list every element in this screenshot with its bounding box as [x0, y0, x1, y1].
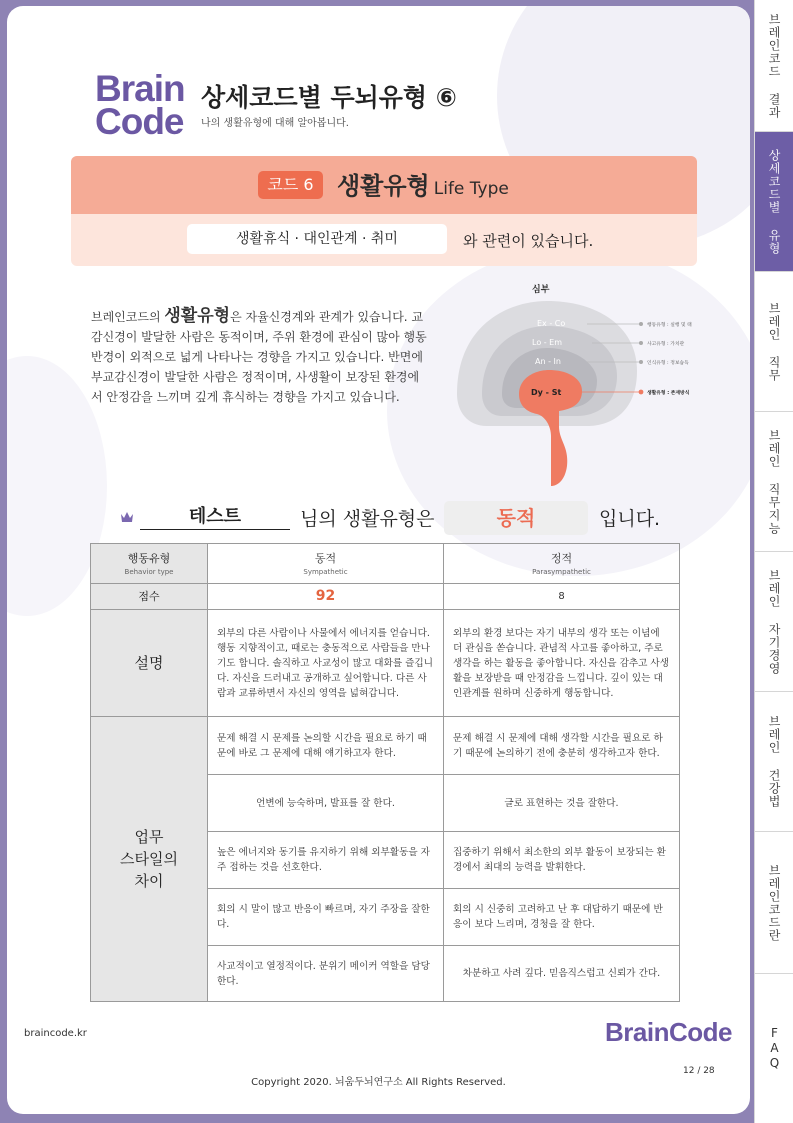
- description-paragraph: [91, 306, 429, 407]
- work-style-sympathetic: 문제 해결 시 문제를 논의할 시간을 필요로 하기 때문에 바로 그 문제에 대해 얘기하고자 한다.: [208, 717, 444, 775]
- tab-braincode-result[interactable]: 브레인코드 결과: [755, 0, 793, 132]
- comparison-table: [90, 543, 680, 1002]
- code-tag-badge: 코드 6: [258, 171, 323, 199]
- crown-icon: [120, 510, 134, 524]
- tab-detail-code-type[interactable]: 상세코드별 유형: [755, 132, 793, 272]
- work-style-parasympathetic: 문제 해결 시 문제에 대해 생각할 시간을 필요로 하기 때문에 논의하기 전에 충분히 생각하고자 한다.: [444, 717, 680, 775]
- result-type-pill: 동적: [444, 501, 588, 535]
- result-end-text: 입니다.: [599, 508, 661, 530]
- description-prefix: 브레인코드의: [91, 310, 165, 324]
- header-cell-sympathetic: 동적 Sympathetic: [208, 544, 444, 584]
- tab-brain-health[interactable]: 브레인 건강법: [755, 692, 793, 832]
- legend-item-1: 행동유형 : 실행 및 태: [647, 323, 692, 328]
- code-box-header: [71, 156, 697, 214]
- work-style-parasympathetic: 차분하고 사려 깊다. 믿음직스럽고 신뢰가 간다.: [444, 946, 680, 1002]
- work-style-sympathetic: 높은 에너지와 동기를 유지하기 위해 외부활동을 자주 접하는 것을 선호한다.: [208, 832, 444, 889]
- work-style-sympathetic: 회의 시 말이 많고 반응이 빠르며, 자기 주장을 잘한다.: [208, 889, 444, 946]
- layer-label-2: Lo - Em: [532, 338, 563, 347]
- description-row: [91, 610, 680, 717]
- work-style-sympathetic: 언변에 능숙하며, 발표를 잘 한다.: [208, 775, 444, 832]
- work-style-parasympathetic: 회의 시 신중히 고려하고 난 후 대답하기 때문에 반응이 보다 느리며, 경청을 잘 한다.: [444, 889, 680, 946]
- table-header-row: [91, 544, 680, 584]
- footer-copyright: Copyright 2020. 뇌움두뇌연구소 All Rights Reserved.: [251, 1077, 506, 1088]
- description-text: 은 자율신경계와 관계가 있습니다. 교감신경이 발달한 사람은 동적이며, 주위 환경에 관심이 많아 행동반경이 외적으로 넓게 나타나는 경향을 가지고 있습니다. 반면에 부교감신경이 발달한 사람은 정적이며, 사생활이 보장된 환경에서 안정감을 느끼며 깊게 휴식하는 경향을 가지고 있습니다.: [91, 310, 427, 404]
- header-cell-parasympathetic: 정적 Parasympathetic: [444, 544, 680, 584]
- score-label: 점수: [91, 584, 208, 610]
- description-parasympathetic: 외부의 환경 보다는 자기 내부의 생각 또는 이념에 더 관심을 쏟습니다. 관념적 사고를 좋아하고, 주로 생각을 하는 활동을 좋아합니다. 자신을 감추고 사생활을 보장받을 때 안정감을 느낍니다. 깊이 있는 대인관계를 원하며 신중하게 행동합니다.: [444, 610, 680, 717]
- page-title: 상세코드별 두뇌유형 ⑥: [201, 83, 457, 112]
- footer-logo: BrainCode: [605, 1017, 732, 1047]
- table-row: [91, 717, 680, 775]
- logo-line1: Brain: [95, 68, 185, 109]
- side-navigation: [754, 0, 793, 1123]
- logo-line2: Code: [95, 101, 184, 142]
- score-parasympathetic: 8: [444, 584, 680, 610]
- layer-label-1: Ex - Co: [537, 319, 566, 328]
- footer-website: braincode.kr: [24, 1028, 87, 1039]
- keywords-pill: 생활휴식 · 대인관계 · 취미: [187, 224, 447, 254]
- legend-item-3: 인식유형 : 정보습득: [647, 361, 689, 366]
- legend-item-2: 사고유형 : 가치관: [647, 342, 685, 347]
- work-style-label: 업무 스타일의 차이: [91, 717, 208, 1002]
- code-type-name-en: Life Type: [433, 179, 509, 199]
- description-lead: 생활유형: [164, 306, 231, 326]
- document-page: [7, 6, 750, 1114]
- score-sympathetic: 92: [208, 584, 444, 610]
- page-number: 12 / 28: [683, 1066, 715, 1076]
- code-type-name-ko: 생활유형: [337, 172, 430, 200]
- page-subtitle: 나의 생활유형에 대해 알아봅니다.: [201, 118, 349, 129]
- braincode-logo: [95, 68, 185, 142]
- description-label: 설명: [91, 610, 208, 717]
- keywords-suffix: 와 관련이 있습니다.: [463, 232, 594, 250]
- tab-faq[interactable]: FAQ: [767, 1026, 782, 1071]
- tab-brain-job[interactable]: 브레인 직무: [755, 272, 793, 412]
- description-sympathetic: 외부의 다른 사람이나 사물에서 에너지를 얻습니다. 행동 지향적이고, 때로는 충동적으로 사람들을 만나기도 합니다. 솔직하고 사교성이 많고 대화를 즐깁니다. 자신을 드러내고 공개하고 싶어합니다. 다른 사람과 교류하면서 자신의 영역을 넓혀갑니다.: [208, 610, 444, 717]
- score-row: [91, 584, 680, 610]
- layer-label-3: An - In: [535, 357, 561, 366]
- code-summary-box: [71, 156, 697, 266]
- user-name: 테스트: [140, 504, 290, 530]
- layer-label-core: Dy - St: [531, 388, 562, 397]
- legend-item-4: 생활유형 : 존재방식: [647, 391, 690, 396]
- work-style-sympathetic: 사교적이고 열정적이다. 분위기 메이커 역할을 담당한다.: [208, 946, 444, 1002]
- work-style-parasympathetic: 집중하기 위해서 최소한의 외부 활동이 보장되는 환경에서 최대의 능력을 발휘한다.: [444, 832, 680, 889]
- header-cell-label: 행동유형 Behavior type: [91, 544, 208, 584]
- brain-top-label: 심부: [532, 285, 550, 295]
- result-mid-text: 님의 생활유형은: [300, 508, 435, 530]
- brain-diagram: [447, 276, 717, 491]
- tab-brain-job-intelligence[interactable]: 브레인 직무지능: [755, 412, 793, 552]
- work-style-parasympathetic: 글로 표현하는 것을 잘한다.: [444, 775, 680, 832]
- code-type-name: [337, 166, 509, 201]
- tab-brain-self-management[interactable]: 브레인 자기경영: [755, 552, 793, 692]
- result-sentence: [112, 496, 732, 546]
- tab-about-braincode[interactable]: 브레인코드란: [755, 832, 793, 974]
